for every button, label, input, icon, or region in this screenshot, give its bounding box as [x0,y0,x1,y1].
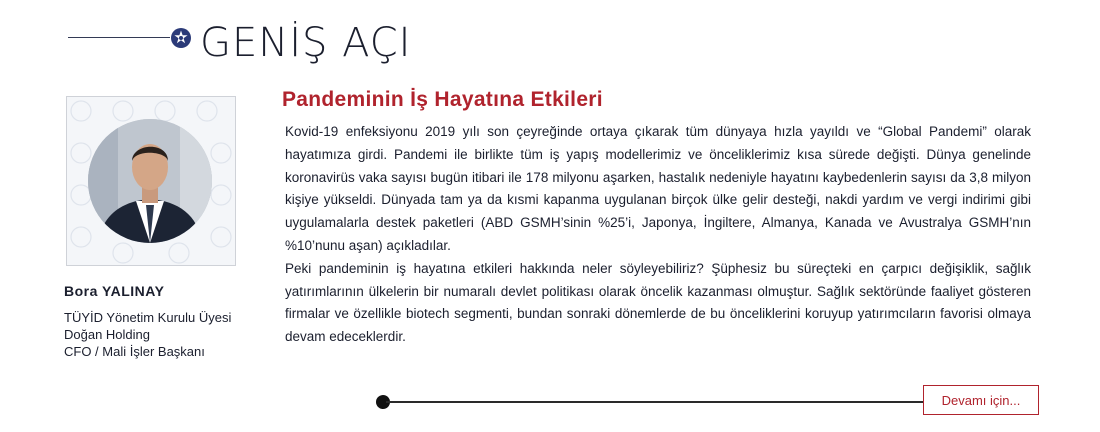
timeline-line [386,401,924,403]
author-role-line: Doğan Holding [64,327,151,342]
article-paragraph: Peki pandeminin iş hayatına etkileri hakkında neler söyleyebiliriz? Şüphesiz bu süreçteki en çarpıcı değişiklik, sağlık yatırımlarının ülkelerin bir numaralı devlet politikası olarak öncelik kazanması olmuştur. Sağlık sektöründe faaliyet gösteren firmalar ve özellikle biotech segmenti, bundan sonraki dönemlerde de bu önceliklerini koruyup yatırımcıların favorisi olmaya devam edeceklerdir. [285,260,1031,345]
read-more-button[interactable]: Devamı için... [923,385,1039,415]
article-title: Pandeminin İş Hayatına Etkileri [282,88,603,111]
article-body [285,121,1031,349]
author-name: Bora YALINAY [64,283,165,299]
author-photo-frame [66,96,236,266]
article-paragraph: Kovid-19 enfeksiyonu 2019 yılı son çeyreğinde ortaya çıkarak tüm dünyaya hızla yayıldı ve “Global Pandemi” olarak hayatımıza girdi. Pandemi ile birlikte tüm iş yapış modellerimiz ve önceliklerimiz kısa sürede değişti. Dünya genelinde koronavirüs vaka sayısı bugün itibari ile 178 milyonu aşarken, hastalık nedeniyle hayatını kaybedenlerin sayısı da 3,8 milyon kişiye yükseldi. Dünyada tam ya da kısmi kapanma uygulanan birçok ülke gelir desteği, nakdi yardım ve vergi indirimi gibi uygulamalarla destek paketleri (ABD GSMH’sinin %25’i, Japonya, İngiltere, Almanya, Kanada ve Avustralya GSMH’nın %10’nunu aşan) açıkladılar. [285,124,1031,253]
header-rule [68,37,170,38]
section-title: GENİŞ AÇI [200,20,412,66]
author-role-line: TÜYİD Yönetim Kurulu Üyesi [64,310,232,325]
avatar [88,119,212,243]
author-role-line: CFO / Mali İşler Başkanı [64,344,205,359]
star-emblem-icon [170,27,192,49]
author-role [64,309,231,360]
